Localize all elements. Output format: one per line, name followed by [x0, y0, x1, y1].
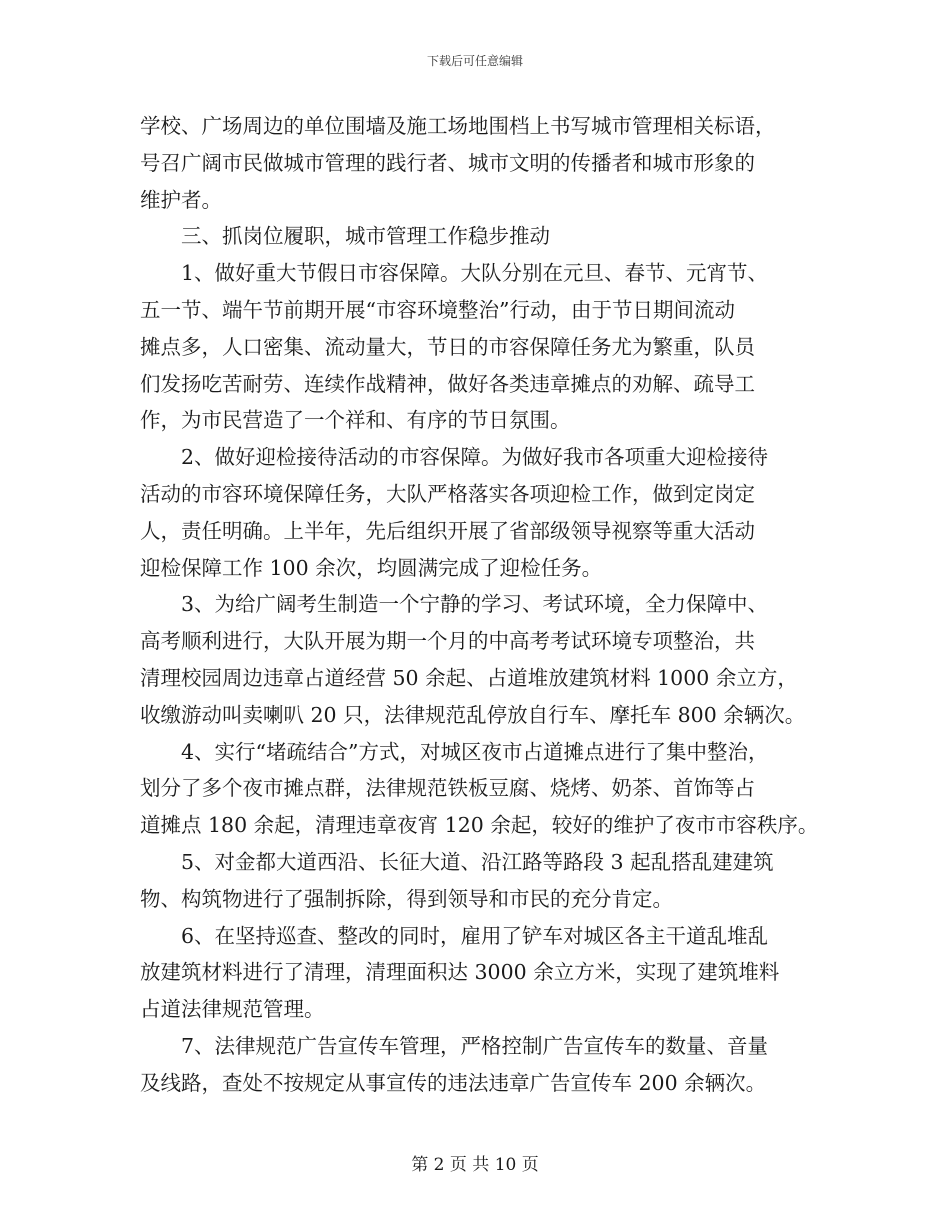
text-line: 6、在坚持巡查、整改的同时，雇用了铲车对城区各主干道乱堆乱 — [181, 923, 769, 948]
text-line: 人，责任明确。上半年，先后组织开展了省部级领导视察等重大活动 — [140, 518, 755, 543]
text-line: 1、做好重大节假日市容保障。大队分别在元旦、春节、元宵节、 — [181, 261, 769, 286]
paragraph — [140, 918, 820, 1028]
page-footer: 第 2 页 共 10 页 — [411, 1155, 539, 1175]
text-line: 号召广阔市民做城市管理的践行者、城市文明的传播者和城市形象的 — [140, 150, 755, 175]
text-line: 2、做好迎检接待活动的市容保障。为做好我市各项重大迎检接待 — [181, 445, 769, 470]
text-line: 维护者。 — [140, 187, 222, 212]
text-line: 作，为市民营造了一个祥和、有序的节日氛围。 — [140, 408, 571, 433]
text-line: 摊点多，人口密集、流动量大，节日的市容保障任务尤为繁重，队员 — [140, 334, 755, 359]
text-line: 三、抓岗位履职，城市管理工作稳步推动 — [181, 224, 550, 249]
text-line: 3、为给广阔考生制造一个宁静的学习、考试环境，全力保障中、 — [181, 592, 769, 617]
text-line: 高考顺利进行，大队开展为期一个月的中高考考试环境专项整治，共 — [140, 629, 755, 654]
paragraph — [140, 1028, 820, 1102]
text-line: 活动的市容环境保障任务，大队严格落实各项迎检工作，做到定岗定 — [140, 481, 755, 506]
text-line: 7、法律规范广告宣传车管理，严格控制广告宣传车的数量、音量 — [181, 1033, 769, 1058]
text-line: 迎检保障工作 100 余次，均圆满完成了迎检任务。 — [140, 555, 603, 580]
text-line: 们发扬吃苦耐劳、连续作战精神，做好各类违章摊点的劝解、疏导工 — [140, 371, 755, 396]
text-line: 占道法律规范管理。 — [140, 997, 325, 1022]
text-line: 4、实行“堵疏结合”方式，对城区夜市占道摊点进行了集中整治， — [181, 739, 769, 764]
document-body — [140, 108, 820, 1102]
paragraph — [140, 586, 820, 733]
page-header: 下载后可任意编辑 — [426, 54, 523, 68]
paragraph — [140, 844, 820, 918]
text-line: 划分了多个夜市摊点群，法律规范铁板豆腐、烧烤、奶茶、首饰等占 — [140, 776, 755, 801]
text-line: 5、对金都大道西沿、长征大道、沿江路等路段 3 起乱搭乱建建筑 — [181, 849, 774, 874]
text-line: 放建筑材料进行了清理，清理面积达 3000 余立方米，实现了建筑堆料 — [140, 960, 780, 985]
text-line: 清理校园周边违章占道经营 50 余起、占道堆放建筑材料 1000 余立方， — [140, 665, 798, 690]
paragraph — [140, 255, 820, 439]
text-line: 道摊点 180 余起，清理违章夜宵 120 余起，较好的维护了夜市市容秩序。 — [140, 813, 819, 838]
text-line: 五一节、端午节前期开展“市容环境整治”行动，由于节日期间流动 — [140, 297, 735, 322]
paragraph — [140, 218, 820, 255]
text-line: 学校、广场周边的单位围墙及施工场地围档上书写城市管理相关标语， — [140, 114, 776, 138]
paragraph — [140, 439, 820, 586]
text-line: 收缴游动叫卖喇叭 20 只，法律规范乱停放自行车、摩托车 800 余辆次。 — [140, 702, 806, 727]
paragraph — [140, 108, 820, 218]
paragraph — [140, 734, 820, 844]
text-line: 物、构筑物进行了强制拆除，得到领导和市民的充分肯定。 — [140, 886, 673, 911]
text-line: 及线路，查处不按规定从事宣传的违法违章广告宣传车 200 余辆次。 — [140, 1070, 767, 1095]
